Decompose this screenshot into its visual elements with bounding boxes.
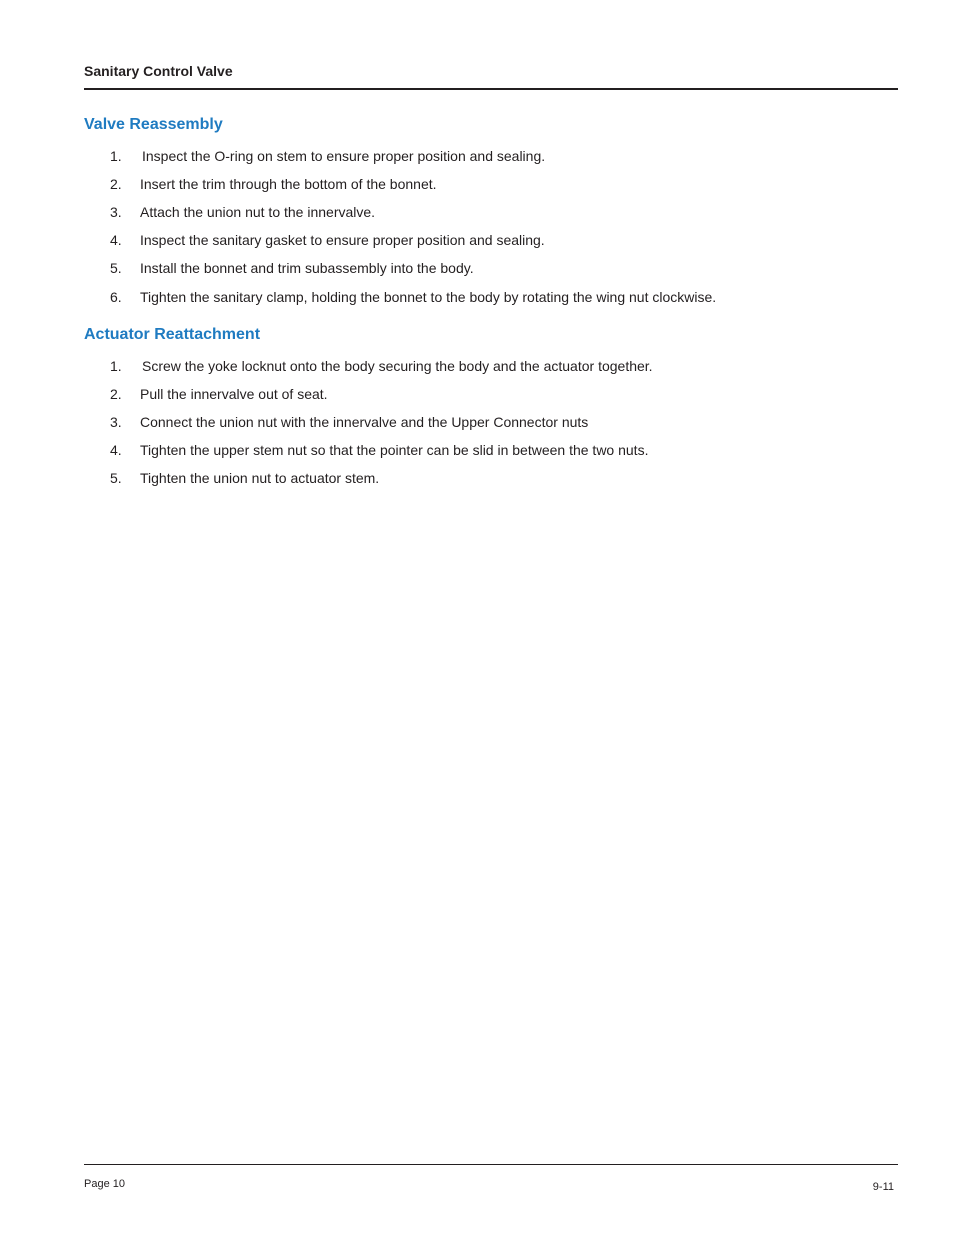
header-divider (84, 88, 898, 90)
step-number: 1. (110, 358, 122, 374)
section-heading-actuator-reattachment: Actuator Reattachment (84, 326, 261, 343)
step-number: 4. (110, 442, 122, 458)
list-item (84, 436, 898, 464)
step-number: 3. (110, 204, 122, 220)
list-item (84, 283, 898, 311)
step-text: Connect the union nut with the innervalve and the Upper Connector nuts (140, 414, 589, 430)
list-item (84, 380, 898, 408)
step-text: Install the bonnet and trim subassembly into the body. (140, 260, 474, 276)
step-number: 1. (110, 148, 122, 164)
step-text: Insert the trim through the bottom of the bonnet. (140, 176, 437, 192)
step-text: Tighten the union nut to actuator stem. (140, 470, 380, 486)
step-text: Attach the union nut to the innervalve. (140, 204, 376, 220)
list-item (84, 408, 898, 436)
list-item (84, 226, 898, 254)
actuator-reattachment-steps (84, 352, 898, 492)
step-text: Screw the yoke locknut onto the body securing the body and the actuator together. (142, 358, 653, 374)
step-text: Tighten the upper stem nut so that the pointer can be slid in between the two nuts. (140, 442, 649, 458)
list-item (84, 254, 898, 282)
list-item (84, 352, 898, 380)
document-number: 9-11 (872, 1181, 894, 1193)
step-number: 5. (110, 470, 122, 486)
list-item (84, 142, 898, 170)
step-number: 2. (110, 386, 122, 402)
list-item (84, 170, 898, 198)
page-number: Page 10 (84, 1178, 125, 1190)
step-text: Tighten the sanitary clamp, holding the bonnet to the body by rotating the wing nut clockwise. (140, 289, 717, 305)
step-number: 6. (110, 289, 122, 305)
list-item (84, 464, 898, 492)
document-title: Sanitary Control Valve (84, 63, 233, 79)
step-text: Inspect the sanitary gasket to ensure proper position and sealing. (140, 232, 545, 248)
step-number: 2. (110, 176, 122, 192)
section-heading-valve-reassembly: Valve Reassembly (84, 116, 223, 133)
footer-divider (84, 1164, 898, 1165)
step-text: Inspect the O-ring on stem to ensure proper position and sealing. (142, 148, 546, 164)
step-number: 5. (110, 260, 122, 276)
step-number: 3. (110, 414, 122, 430)
valve-reassembly-steps (84, 142, 898, 310)
list-item (84, 198, 898, 226)
step-text: Pull the innervalve out of seat. (140, 386, 328, 402)
step-number: 4. (110, 232, 122, 248)
